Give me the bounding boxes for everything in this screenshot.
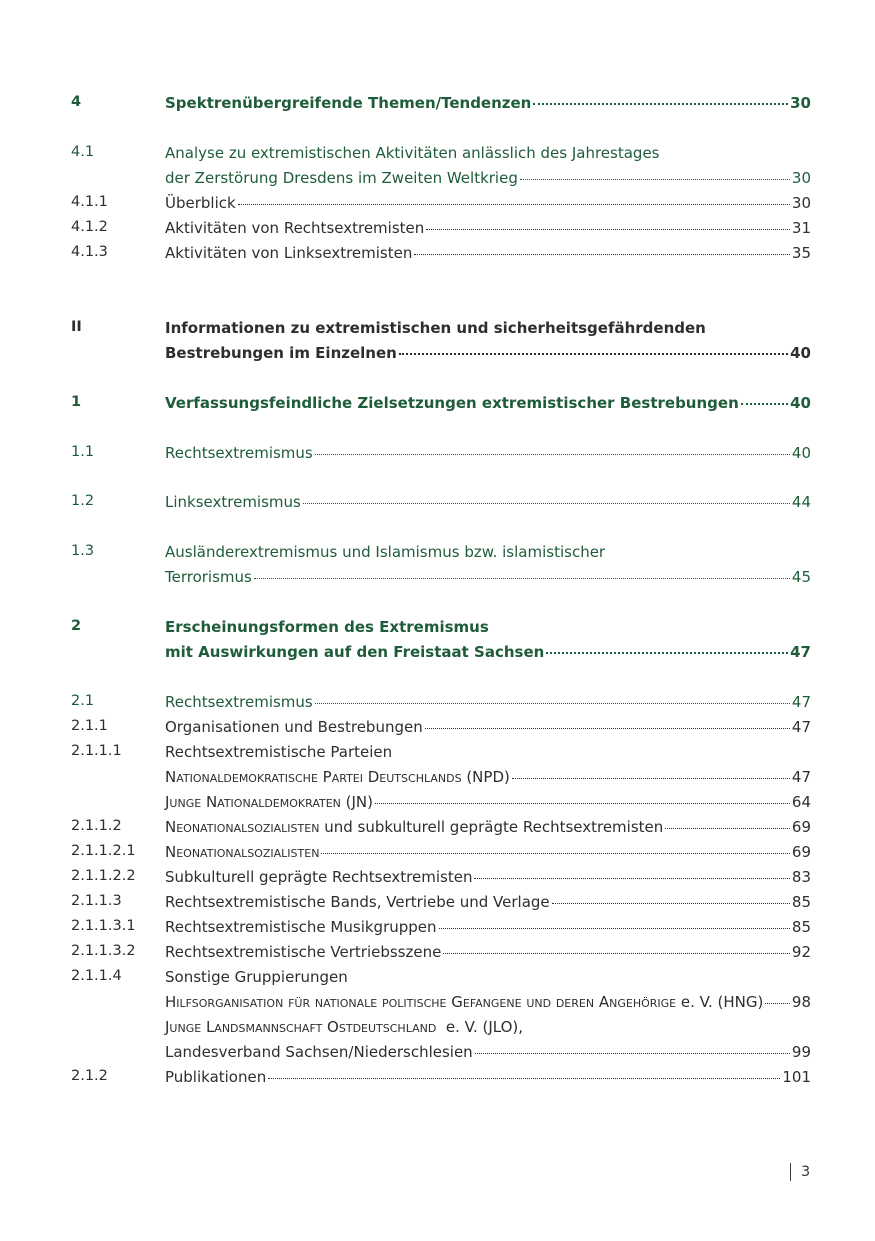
toc-entry-title-text: Terrorismus: [165, 568, 252, 586]
toc-entry-title: [165, 718, 423, 736]
toc-entry-title: [165, 1068, 266, 1086]
toc-entry-title-suffix: und subkulturell geprägte Rechtsextremisten: [319, 818, 664, 836]
toc-entry[interactable]: [0, 641, 875, 663]
toc-entry[interactable]: [0, 616, 875, 638]
toc-entry-title-text: Informationen zu extremistischen und sicherheitsgefährdenden: [165, 319, 706, 337]
toc-entry-title: [165, 793, 373, 811]
toc-entry-title-text: Rechtsextremistische Parteien: [165, 743, 393, 761]
toc-entry-line: [165, 1018, 811, 1036]
toc-entry-title-text: Neonationalsozialisten: [165, 843, 320, 861]
toc-entry-title-text: Junge Nationaldemokraten: [165, 793, 341, 811]
toc-entry-number: 1.3: [71, 543, 95, 559]
toc-entry-title: [165, 219, 424, 237]
toc-entry-title-text: Aktivitäten von Rechtsextremisten: [165, 219, 425, 237]
toc-entry-title-suffix: e. V. (HNG): [676, 993, 764, 1011]
toc-entry-number: 2: [71, 618, 82, 634]
toc-entry-line: [165, 893, 811, 911]
toc-entry-number: 4.1.2: [71, 219, 108, 235]
toc-entry-line: [165, 94, 811, 112]
toc-entry-line: [165, 718, 811, 736]
toc-entry[interactable]: [0, 566, 875, 588]
toc-entry-number: II: [71, 319, 82, 335]
toc-entry[interactable]: [0, 392, 875, 414]
toc-entry-title: [165, 244, 412, 262]
toc-dot-leader: [315, 703, 790, 704]
toc-dot-leader: [303, 503, 790, 504]
toc-entry-title: [165, 444, 313, 462]
toc-dot-leader: [665, 828, 790, 829]
toc-entry-line: [165, 319, 811, 337]
toc-entry-title: [165, 943, 441, 961]
toc-entry-title: [165, 768, 510, 786]
toc-dot-leader: [475, 1053, 790, 1054]
footer-divider: [790, 1163, 791, 1181]
toc-entry-page: 83: [791, 868, 811, 886]
toc-entry-title: [165, 818, 663, 836]
toc-entry[interactable]: [0, 866, 875, 888]
toc-entry[interactable]: [0, 1016, 875, 1038]
toc-entry-title: [165, 394, 739, 412]
toc-entry-page: 45: [791, 568, 811, 586]
toc-entry-title-text: Landesverband Sachsen/Niederschlesien: [165, 1043, 473, 1061]
toc-entry[interactable]: [0, 941, 875, 963]
toc-entry[interactable]: [0, 217, 875, 239]
toc-entry-title-text: Hilfsorganisation für nationale politische Gefangene und deren Angehörige: [165, 993, 677, 1011]
toc-dot-leader: [414, 254, 790, 255]
toc-entry[interactable]: [0, 242, 875, 264]
toc-entry-title-text: Subkulturell geprägte Rechtsextremisten: [165, 868, 473, 886]
toc-entry-title-text: Sonstige Gruppierungen: [165, 968, 348, 986]
toc-entry-number: 2.1: [71, 693, 95, 709]
toc-entry-title: [165, 493, 301, 511]
toc-dot-leader: [512, 778, 790, 779]
toc-entry[interactable]: [0, 1041, 875, 1063]
toc-entry-title-text: Aktivitäten von Linksextremisten: [165, 244, 413, 262]
toc-entry-title: [165, 144, 660, 162]
toc-entry[interactable]: [0, 841, 875, 863]
toc-entry-title: [165, 1043, 473, 1061]
toc-dot-leader: [425, 728, 790, 729]
toc-entry-line: [165, 219, 811, 237]
toc-entry-title: [165, 918, 437, 936]
toc-entry-page: 47: [791, 768, 811, 786]
toc-entry-title-text: Überblick: [165, 194, 236, 212]
toc-entry-page: 44: [791, 493, 811, 511]
toc-entry-title-text: Analyse zu extremistischen Aktivitäten anlässlich des Jahrestages: [165, 144, 660, 162]
toc-entry[interactable]: [0, 966, 875, 988]
toc-entry-title: [165, 169, 518, 187]
toc-entry-title-text: Rechtsextremistische Musikgruppen: [165, 918, 437, 936]
toc-entry-line: [165, 993, 811, 1011]
toc-entry-line: [165, 144, 811, 162]
toc-dot-leader: [439, 928, 790, 929]
toc-entry-page: 98: [791, 993, 811, 1011]
toc-entry-number: 1.1: [71, 444, 95, 460]
toc-entry-line: [165, 344, 811, 362]
toc-entry-title: [165, 344, 397, 362]
toc-entry-number: 1.2: [71, 493, 95, 509]
toc-entry-number: 4.1: [71, 144, 95, 160]
toc-entry-line: [165, 618, 811, 636]
toc-entry-line: [165, 918, 811, 936]
toc-entry-page: 31: [791, 219, 811, 237]
toc-entry-line: [165, 493, 811, 511]
toc-entry-page: 35: [791, 244, 811, 262]
toc-dot-leader: [399, 353, 788, 355]
toc-dot-leader: [443, 953, 790, 954]
toc-dot-leader: [546, 652, 788, 654]
toc-entry-page: 92: [791, 943, 811, 961]
toc-entry-title-text: Rechtsextremistische Bands, Vertriebe und Verlage: [165, 893, 550, 911]
toc-entry-line: [165, 1068, 811, 1086]
toc-dot-leader: [765, 1003, 790, 1004]
toc-entry-line: [165, 843, 811, 861]
toc-entry-title: [165, 543, 605, 561]
toc-entry[interactable]: [0, 891, 875, 913]
toc-entry-title: [165, 843, 319, 861]
toc-entry-page: 30: [791, 169, 811, 187]
toc-entry-title-text: Verfassungsfeindliche Zielsetzungen extremistischer Bestrebungen: [165, 394, 739, 412]
toc-entry-page: 69: [791, 818, 811, 836]
toc-entry[interactable]: [0, 916, 875, 938]
toc-entry-title-text: Erscheinungsformen des Extremismus: [165, 618, 489, 636]
toc-entry-page: 47: [790, 643, 811, 661]
toc-entry-page: 30: [791, 194, 811, 212]
toc-entry-line: [165, 194, 811, 212]
toc-entry-line: [165, 169, 811, 187]
toc-entry-number: 4: [71, 94, 82, 110]
toc-dot-leader: [533, 103, 788, 105]
toc-entry[interactable]: [0, 192, 875, 214]
toc-entry-title: [165, 194, 236, 212]
toc-entry[interactable]: [0, 92, 875, 114]
toc-dot-leader: [238, 204, 790, 205]
toc-entry-line: [165, 543, 811, 561]
toc-entry-title: [165, 868, 472, 886]
toc-entry-line: [165, 568, 811, 586]
toc-entry-line: [165, 1043, 811, 1061]
toc-entry-page: 40: [790, 394, 811, 412]
toc-entry[interactable]: [0, 142, 875, 164]
toc-entry-number: 2.1.1.1: [71, 743, 122, 759]
toc-entry-page: 99: [791, 1043, 811, 1061]
toc-entry-line: [165, 943, 811, 961]
toc-entry-number: 2.1.1: [71, 718, 108, 734]
toc-entry-title-text: Organisationen und Bestrebungen: [165, 718, 423, 736]
toc-entry-line: [165, 444, 811, 462]
toc-dot-leader: [375, 803, 790, 804]
page-footer: [790, 1163, 810, 1181]
toc-dot-leader: [474, 878, 789, 879]
toc-entry-title: [165, 1018, 523, 1036]
toc-entry-number: 4.1.3: [71, 244, 108, 260]
toc-entry-title-suffix: (JN): [340, 793, 374, 811]
toc-entry-title-text: Junge Landsmannschaft Ostdeutschland: [165, 1018, 437, 1036]
toc-entry-title: [165, 643, 544, 661]
toc-entry-line: [165, 693, 811, 711]
toc-entry[interactable]: [0, 766, 875, 788]
toc-entry-title: [165, 743, 392, 761]
toc-entry-title-text: Rechtsextremismus: [165, 444, 313, 462]
toc-entry-number: 2.1.2: [71, 1068, 108, 1084]
toc-entry-number: 2.1.1.2.1: [71, 843, 136, 859]
toc-entry-title: [165, 618, 489, 636]
toc-entry-title: [165, 993, 763, 1011]
toc-entry-page: 85: [791, 893, 811, 911]
toc-entry[interactable]: [0, 741, 875, 763]
toc-entry-title-text: Rechtsextremistische Vertriebsszene: [165, 943, 442, 961]
toc-entry-title: [165, 319, 706, 337]
toc-entry-line: [165, 968, 811, 986]
toc-entry-title-text: mit Auswirkungen auf den Freistaat Sachsen: [165, 643, 545, 661]
toc-entry-line: [165, 818, 811, 836]
toc-entry-title-text: Spektrenübergreifende Themen/Tendenzen: [165, 94, 532, 112]
toc-entry-title: [165, 693, 313, 711]
toc-entry-page: 101: [782, 1068, 811, 1086]
toc-entry[interactable]: [0, 816, 875, 838]
toc-entry-title-text: Bestrebungen im Einzelnen: [165, 344, 397, 362]
toc-dot-leader: [552, 903, 790, 904]
toc-entry-title-text: der Zerstörung Dresdens im Zweiten Weltkrieg: [165, 169, 518, 187]
toc-entry-number: 2.1.1.3: [71, 893, 122, 909]
toc-entry-line: [165, 244, 811, 262]
toc-dot-leader: [426, 229, 790, 230]
toc-dot-leader: [321, 853, 789, 854]
toc-entry-number: 1: [71, 394, 82, 410]
toc-entry-line: [165, 768, 811, 786]
toc-entry-line: [165, 868, 811, 886]
toc-dot-leader: [741, 403, 788, 405]
toc-entry-page: 40: [790, 344, 811, 362]
toc-entry-page: 64: [791, 793, 811, 811]
toc-entry-page: 85: [791, 918, 811, 936]
toc-entry[interactable]: [0, 442, 875, 464]
toc-entry-title: [165, 893, 550, 911]
toc-entry-number: 4.1.1: [71, 194, 108, 210]
toc-entry-number: 2.1.1.3.1: [71, 918, 136, 934]
toc-entry[interactable]: [0, 342, 875, 364]
toc-entry[interactable]: [0, 691, 875, 713]
toc-entry-line: [165, 793, 811, 811]
toc-entry-title-suffix: e. V. (JLO),: [436, 1018, 524, 1036]
toc-entry-page: 69: [791, 843, 811, 861]
toc-entry-title-text: Ausländerextremismus und Islamismus bzw. islamistischer: [165, 543, 606, 561]
toc-dot-leader: [315, 454, 790, 455]
toc-entry-number: 2.1.1.4: [71, 968, 122, 984]
toc-entry-number: 2.1.1.2.2: [71, 868, 136, 884]
toc-entry-line: [165, 743, 811, 761]
toc-entry[interactable]: [0, 991, 875, 1013]
toc-entry-title: [165, 568, 252, 586]
toc-entry-page: 40: [791, 444, 811, 462]
toc-entry-line: [165, 394, 811, 412]
toc-entry-title-text: Nationaldemokratische Partei Deutschlands: [165, 768, 462, 786]
toc-entry-title-text: Neonationalsozialisten: [165, 818, 320, 836]
toc-entry-page: 30: [790, 94, 811, 112]
toc-dot-leader: [520, 179, 790, 180]
toc-entry-title: [165, 968, 348, 986]
toc-entry-title: [165, 94, 531, 112]
toc-entry[interactable]: [0, 1066, 875, 1088]
toc-entry-page: 47: [791, 718, 811, 736]
toc-entry[interactable]: [0, 716, 875, 738]
toc-entry-title-text: Publikationen: [165, 1068, 267, 1086]
toc-dot-leader: [268, 1078, 780, 1079]
toc-entry[interactable]: [0, 791, 875, 813]
toc-entry-page: 47: [791, 693, 811, 711]
toc-entry[interactable]: [0, 167, 875, 189]
toc-entry-number: 2.1.1.3.2: [71, 943, 136, 959]
page-number: 3: [801, 1164, 811, 1180]
toc-entry-title-text: Linksextremismus: [165, 493, 301, 511]
toc-entry[interactable]: [0, 317, 875, 339]
toc-entry-line: [165, 643, 811, 661]
toc-entry-number: 2.1.1.2: [71, 818, 122, 834]
toc-entry[interactable]: [0, 541, 875, 563]
toc-dot-leader: [254, 578, 790, 579]
toc-entry-title-text: Rechtsextremismus: [165, 693, 313, 711]
toc-entry[interactable]: [0, 491, 875, 513]
toc-entry-title-suffix: (NPD): [461, 768, 510, 786]
